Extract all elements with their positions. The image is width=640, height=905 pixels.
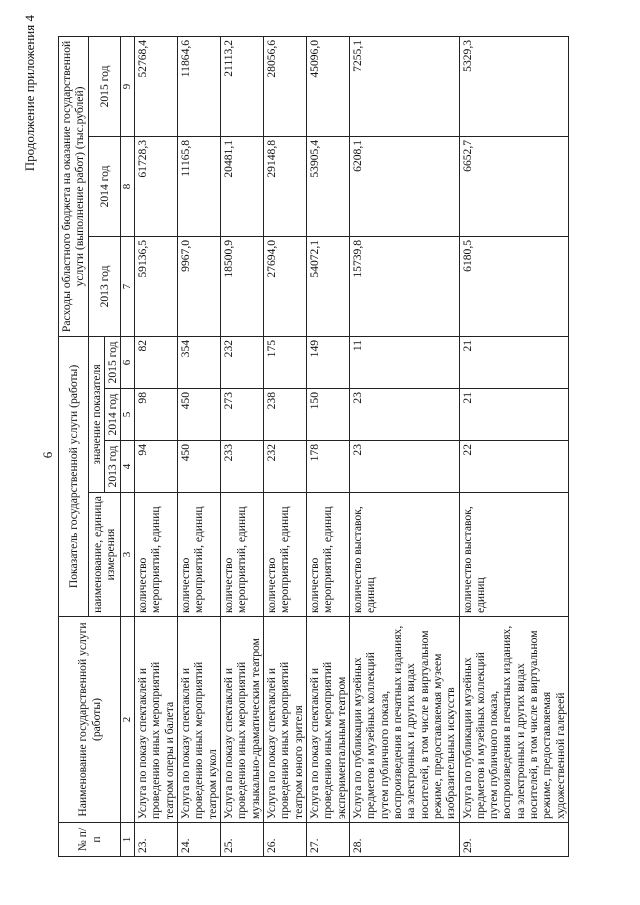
- expense-2014: 6652,7: [459, 136, 569, 236]
- expense-2015: 21113,2: [220, 36, 263, 136]
- expense-2013: 27694,0: [263, 236, 306, 336]
- service-name: Услуга по показу спектаклей и проведению иных мероприятий театром юного зрителя: [263, 617, 306, 823]
- expense-2015: 11864,6: [177, 36, 220, 136]
- indicator-unit: количество мероприятий, единиц: [220, 493, 263, 617]
- service-name: Услуга по публикации музейных предметов и музейных коллекций путем публичного показа, воспроизведения в печатных изданиях, на электронных и других видах носителей, в том числе в виртуальном режиме, предоставляемая музеем изобразительных искусств: [349, 617, 459, 823]
- header-value-year: 2014 год: [104, 389, 120, 441]
- header-value-year: 2013 год: [104, 441, 120, 493]
- value-2014: 150: [306, 389, 349, 441]
- value-2014: 98: [134, 389, 177, 441]
- value-2013: 23: [349, 441, 459, 493]
- header-value-year: 2015 год: [104, 336, 120, 388]
- expense-2014: 20481,1: [220, 136, 263, 236]
- expense-2014: 61728,3: [134, 136, 177, 236]
- service-name: Услуга по показу спектаклей и проведению иных мероприятий театром кукол: [177, 617, 220, 823]
- expense-2014: 6208,1: [349, 136, 459, 236]
- budget-services-table: [58, 36, 569, 857]
- expense-2013: 59136,5: [134, 236, 177, 336]
- value-2013: 450: [177, 441, 220, 493]
- column-number: 7: [121, 236, 135, 336]
- expense-2015: 28056,6: [263, 36, 306, 136]
- expense-2015: 45096,0: [306, 36, 349, 136]
- expense-2013: 6180,5: [459, 236, 569, 336]
- row-number: 23.: [134, 823, 177, 857]
- row-number: 26.: [263, 823, 306, 857]
- header-indicator-value: значение показателя: [88, 336, 104, 492]
- value-2014: 23: [349, 389, 459, 441]
- row-number: 25.: [220, 823, 263, 857]
- value-2014: 238: [263, 389, 306, 441]
- value-2015: 11: [349, 336, 459, 388]
- header-expense-year: 2013 год: [88, 236, 121, 336]
- expense-2013: 54072,1: [306, 236, 349, 336]
- value-2013: 22: [459, 441, 569, 493]
- page-number: 6: [40, 451, 55, 459]
- indicator-unit: количество мероприятий, единиц: [177, 493, 220, 617]
- value-2014: 450: [177, 389, 220, 441]
- expense-2013: 18500,9: [220, 236, 263, 336]
- table-row: [349, 36, 459, 856]
- column-number: 9: [121, 36, 135, 136]
- value-2015: 82: [134, 336, 177, 388]
- table-row: [263, 36, 306, 856]
- row-number: 29.: [459, 823, 569, 857]
- column-number: 6: [121, 336, 135, 388]
- row-number: 24.: [177, 823, 220, 857]
- value-2014: 273: [220, 389, 263, 441]
- column-number: 2: [121, 617, 135, 823]
- expense-2015: 52768,4: [134, 36, 177, 136]
- expense-2014: 29148,8: [263, 136, 306, 236]
- column-number: 8: [121, 136, 135, 236]
- indicator-unit: количество мероприятий, единиц: [134, 493, 177, 617]
- indicator-unit: количество мероприятий, единиц: [306, 493, 349, 617]
- header-expense-year: 2015 год: [88, 36, 121, 136]
- value-2015: 232: [220, 336, 263, 388]
- table-row: [177, 36, 220, 856]
- value-2015: 149: [306, 336, 349, 388]
- row-number: 27.: [306, 823, 349, 857]
- table-row: [220, 36, 263, 856]
- expense-2014: 11165,8: [177, 136, 220, 236]
- table-row: [306, 36, 349, 856]
- value-2015: 354: [177, 336, 220, 388]
- value-2015: 21: [459, 336, 569, 388]
- indicator-unit: количество выставок, единиц: [459, 493, 569, 617]
- value-2013: 233: [220, 441, 263, 493]
- column-number: 1: [121, 823, 135, 857]
- expense-2014: 53905,4: [306, 136, 349, 236]
- expense-2013: 9967,0: [177, 236, 220, 336]
- expense-2015: 7255,1: [349, 36, 459, 136]
- expense-2013: 15739,8: [349, 236, 459, 336]
- indicator-unit: количество выставок, единиц: [349, 493, 459, 617]
- header-expense-year: 2014 год: [88, 136, 121, 236]
- header-no: № п/п: [59, 823, 121, 857]
- appendix-continuation-note: Продолжение приложения 4: [22, 15, 37, 172]
- service-name: Услуга по публикации музейных предметов и музейных коллекций путем публичного показа, воспроизведения в печатных изданиях, на электронных и других видах носителей, в том числе в виртуальном режиме, предоставляемая художественной галереей: [459, 617, 569, 823]
- row-number: 28.: [349, 823, 459, 857]
- column-number: 5: [121, 389, 135, 441]
- indicator-unit: количество мероприятий, единиц: [263, 493, 306, 617]
- value-2013: 232: [263, 441, 306, 493]
- header-service-name: Наименование государственной услуги (работы): [59, 617, 121, 823]
- service-name: Услуга по показу спектаклей и проведению иных мероприятий музыкально-драматическим театром: [220, 617, 263, 823]
- service-name: Услуга по показу спектаклей и проведению иных мероприятий экспериментальным театром: [306, 617, 349, 823]
- value-2014: 21: [459, 389, 569, 441]
- value-2015: 175: [263, 336, 306, 388]
- expense-2015: 5329,3: [459, 36, 569, 136]
- column-number: 3: [121, 493, 135, 617]
- value-2013: 94: [134, 441, 177, 493]
- table-row: [459, 36, 569, 856]
- service-name: Услуга по показу спектаклей и проведению иных мероприятий театром оперы и балета: [134, 617, 177, 823]
- value-2013: 178: [306, 441, 349, 493]
- column-number: 4: [121, 441, 135, 493]
- header-unit: наименование, единица измерения: [88, 493, 121, 617]
- header-indicator: Показатель государственной услуги (работы): [59, 336, 89, 616]
- table-row: [134, 36, 177, 856]
- header-expenses: Расходы областного бюджета на оказание государственной услуги (выполнение работ) (тыс.рублей): [59, 36, 89, 336]
